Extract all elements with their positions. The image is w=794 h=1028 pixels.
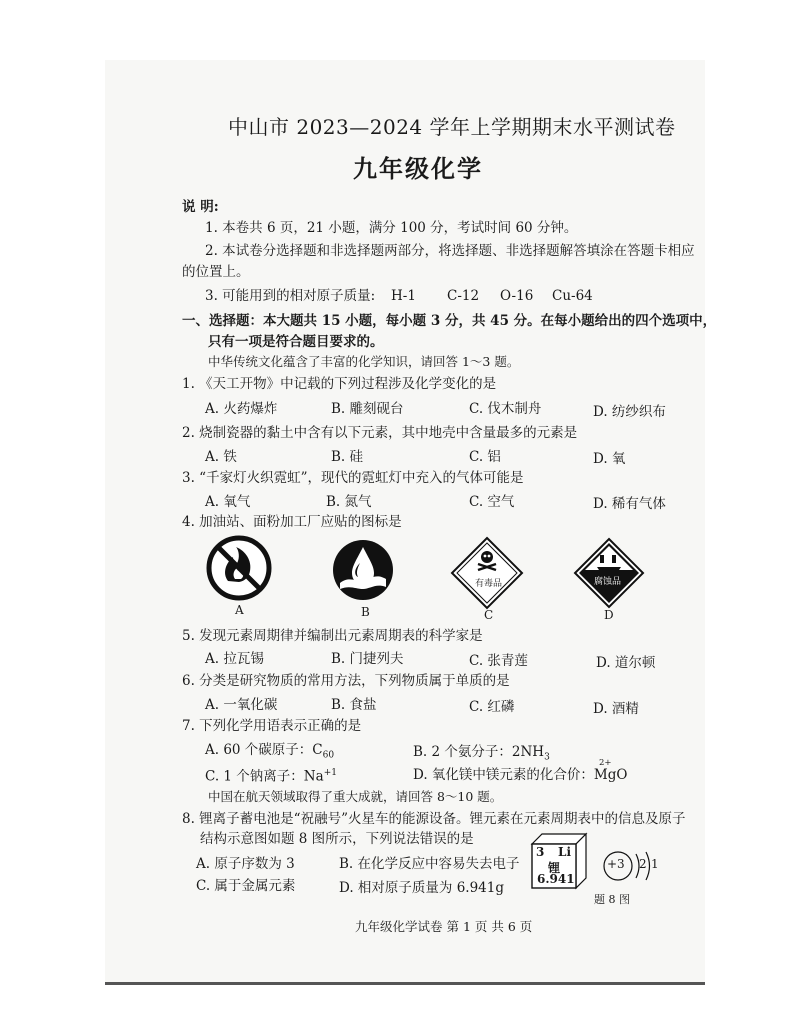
q3-option-c: C. 空气 <box>469 494 515 510</box>
scan-edge-line <box>105 982 705 985</box>
q6-stem: 6. 分类是研究物质的常用方法，下列物质属于单质的是 <box>182 673 510 689</box>
mass-c: C-12 <box>447 288 480 304</box>
q5-option-b: B. 门捷列夫 <box>331 651 404 667</box>
q7-option-b-sub: 3 <box>544 752 550 763</box>
q6-option-b: B. 食盐 <box>331 697 377 713</box>
q3-option-a: A. 氧气 <box>205 494 251 510</box>
section-heading-cont: 只有一项是符合题目要求的。 <box>208 334 384 350</box>
q3-stem: 3. “千家灯火织霓虹”，现代的霓虹灯中充入的气体可能是 <box>182 470 524 486</box>
q2-option-d: D. 氧 <box>593 451 626 467</box>
q8-option-b: B. 在化学反应中容易失去电子 <box>339 856 520 872</box>
note-3: 3. 可能用到的相对原子质量: <box>205 288 376 304</box>
section-heading: 一、选择题：本大题共 15 小题，每小题 3 分，共 45 分。在每小题给出的四个选项中， <box>182 313 717 329</box>
q7-option-d-sup: 2+ <box>599 758 612 768</box>
q4-stem: 4. 加油站、面粉加工厂应贴的图标是 <box>182 514 402 530</box>
intro-1-3: 中华传统文化蕴含了丰富的化学知识，请回答 1～3 题。 <box>208 354 520 369</box>
q2-option-c: C. 铝 <box>469 449 501 465</box>
q4-label-a: A <box>235 603 244 617</box>
q8-option-c: C. 属于金属元素 <box>196 878 296 894</box>
q7-option-d: D. 氧化镁中镁元素的化合价：MgO <box>413 767 628 783</box>
note-2b: 的位置上。 <box>182 264 250 280</box>
q4-label-d: D <box>604 608 614 622</box>
intro-8-10: 中国在航天领域取得了重大成就，请回答 8～10 题。 <box>208 789 503 804</box>
q1-option-d: D. 纺纱织布 <box>593 404 666 420</box>
exam-title: 中山市 2023—2024 学年上学期期末水平测试卷 <box>228 115 676 139</box>
corrosive-sign-icon <box>573 537 645 609</box>
atom-shell-2: 1 <box>651 857 659 871</box>
element-name: 锂 <box>548 861 561 875</box>
q7-option-c-sup: +1 <box>323 768 337 778</box>
page-footer: 九年级化学试卷 第 1 页 共 6 页 <box>355 919 533 934</box>
q4-label-b: B <box>361 605 370 619</box>
atom-nucleus: +3 <box>607 857 625 871</box>
q2-stem: 2. 烧制瓷器的黏土中含有以下元素，其中地壳中含量最多的元素是 <box>182 425 578 441</box>
q8-stem: 8. 锂离子蓄电池是“祝融号”火星车的能源设备。锂元素在元素周期表中的信息及原子 <box>182 811 686 827</box>
q6-option-d: D. 酒精 <box>593 701 639 717</box>
toxic-sign-label: 有毒品 <box>475 579 503 589</box>
q1-option-c: C. 伐木制舟 <box>469 401 542 417</box>
q3-option-d: D. 稀有气体 <box>593 496 666 512</box>
element-number: 3 <box>536 845 545 859</box>
q2-option-a: A. 铁 <box>205 449 237 465</box>
q1-option-a: A. 火药爆炸 <box>205 401 278 417</box>
q7-option-b <box>413 743 550 767</box>
q6-option-a: A. 一氧化碳 <box>205 697 278 713</box>
q7-option-a-text: A. 60 个碳原子：C <box>205 742 323 758</box>
q8-option-d: D. 相对原子质量为 6.941g <box>339 880 505 896</box>
notes-label: 说 明: <box>182 199 219 215</box>
water-drop-sign-icon <box>332 539 394 601</box>
note-1: 1. 本卷共 6 页，21 小题，满分 100 分，考试时间 60 分钟。 <box>205 220 578 236</box>
toxic-sign-icon <box>450 536 524 610</box>
element-mass: 6.941 <box>537 872 575 886</box>
q7-option-a-sub: 60 <box>322 750 335 761</box>
q5-stem: 5. 发现元素周期律并编制出元素周期表的科学家是 <box>182 628 483 644</box>
subject-title: 九年级化学 <box>353 154 483 183</box>
mass-h: H-1 <box>391 288 416 304</box>
no-fire-sign-icon <box>206 535 272 601</box>
q2-option-b: B. 硅 <box>331 449 364 465</box>
mass-o: O-16 <box>500 288 534 304</box>
atom-shell-1: 2 <box>639 857 647 871</box>
q5-option-d: D. 道尔顿 <box>596 655 656 671</box>
figure-8-caption: 题 8 图 <box>594 893 630 906</box>
q7-stem: 7. 下列化学用语表示正确的是 <box>182 718 362 734</box>
q4-label-c: C <box>484 608 494 622</box>
corrosive-sign-label: 腐蚀品 <box>594 577 622 587</box>
q7-option-a <box>205 741 334 765</box>
q7-option-c-text: C. 1 个钠离子：Na <box>205 768 324 785</box>
q1-option-b: B. 雕刻砚台 <box>331 401 404 417</box>
element-symbol: Li <box>558 845 571 859</box>
note-2a: 2. 本试卷分选择题和非选择题两部分，将选择题、非选择题解答填涂在答题卡相应 <box>205 243 695 259</box>
q1-stem: 1. 《天工开物》中记载的下列过程涉及化学变化的是 <box>182 376 497 392</box>
q7-option-b-text: B. 2 个氨分子：2NH <box>413 744 545 760</box>
q7-option-c <box>205 764 337 786</box>
mass-cu: Cu-64 <box>552 288 593 304</box>
q8-option-a: A. 原子序数为 3 <box>196 856 295 872</box>
q6-option-c: C. 红磷 <box>469 699 515 715</box>
q8-stem-cont: 结构示意图如题 8 图所示，下列说法错误的是 <box>200 831 474 847</box>
q3-option-b: B. 氮气 <box>326 494 372 510</box>
q5-option-a: A. 拉瓦锡 <box>205 651 264 667</box>
q5-option-c: C. 张青莲 <box>469 653 528 669</box>
